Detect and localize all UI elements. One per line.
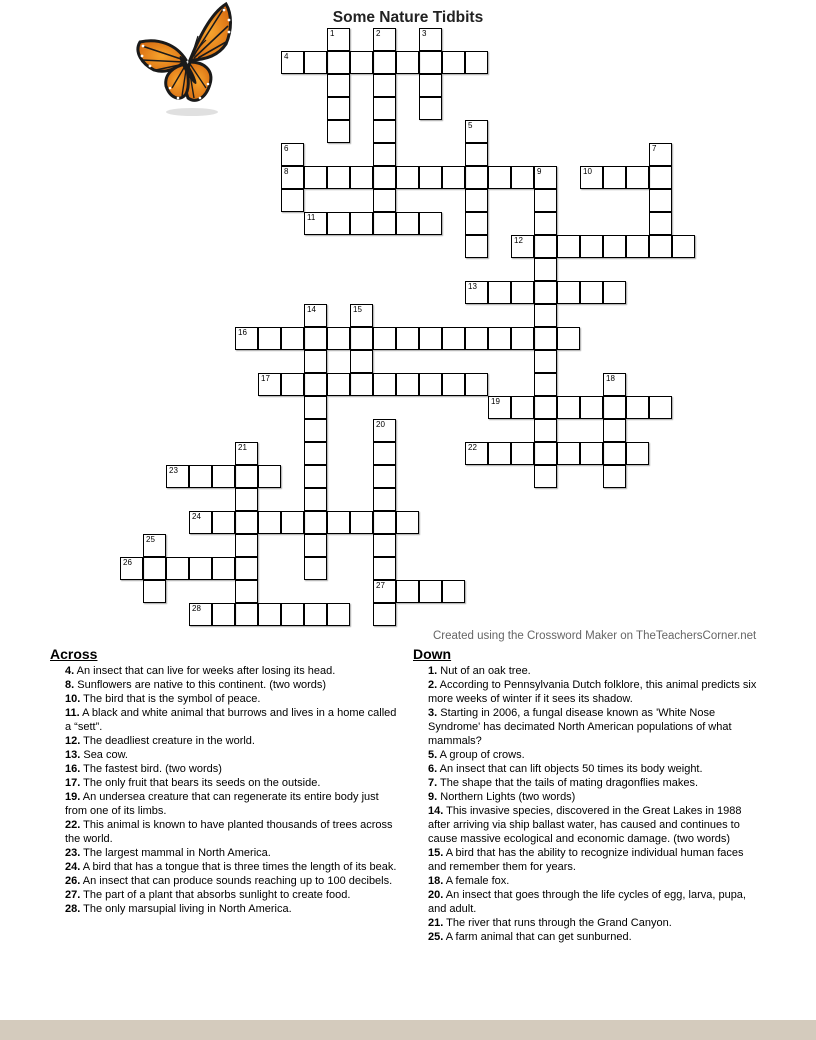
- grid-cell[interactable]: [350, 511, 373, 534]
- grid-cell[interactable]: [396, 511, 419, 534]
- clue-number-label: 16: [238, 328, 247, 337]
- grid-cell[interactable]: [327, 327, 350, 350]
- clue-number-label: 13: [468, 282, 477, 291]
- clue-number-label: 25: [146, 535, 155, 544]
- grid-cell[interactable]: [212, 511, 235, 534]
- grid-cell[interactable]: [304, 557, 327, 580]
- grid-cell[interactable]: [327, 97, 350, 120]
- grid-cell[interactable]: [419, 51, 442, 74]
- down-clue: [413, 804, 763, 846]
- grid-cell[interactable]: [373, 534, 396, 557]
- grid-cell[interactable]: [281, 51, 304, 74]
- grid-cell[interactable]: [373, 143, 396, 166]
- down-clue: [413, 706, 763, 748]
- across-clue: [50, 664, 398, 678]
- grid-cell[interactable]: [511, 281, 534, 304]
- clue-number: 23.: [65, 847, 81, 859]
- across-clue: [50, 706, 398, 734]
- grid-cell[interactable]: [488, 166, 511, 189]
- clue-number: 22.: [65, 819, 81, 831]
- across-clue: [50, 860, 398, 874]
- grid-cell[interactable]: [580, 235, 603, 258]
- grid-cell[interactable]: [419, 166, 442, 189]
- clue-text: The part of a plant that absorbs sunlight to create food.: [80, 889, 351, 901]
- down-clue: [413, 748, 763, 762]
- clue-number: 18.: [428, 875, 444, 887]
- clue-number-label: 28: [192, 604, 201, 613]
- grid-cell[interactable]: [327, 166, 350, 189]
- across-clue: [50, 888, 398, 902]
- grid-cell[interactable]: [304, 212, 327, 235]
- grid-cell[interactable]: [534, 350, 557, 373]
- grid-cell[interactable]: [235, 465, 258, 488]
- grid-cell[interactable]: [465, 189, 488, 212]
- clue-number: 1.: [428, 665, 438, 677]
- grid-cell[interactable]: [649, 396, 672, 419]
- grid-cell[interactable]: [373, 97, 396, 120]
- clue-number-label: 26: [123, 558, 132, 567]
- clue-text: A group of crows.: [437, 749, 525, 761]
- clue-text: The only marsupial living in North America.: [80, 903, 292, 915]
- grid-cell[interactable]: [396, 580, 419, 603]
- grid-cell[interactable]: [419, 327, 442, 350]
- clue-text: Sunflowers are native to this continent. (two words): [74, 679, 327, 691]
- clue-text: The fastest bird. (two words): [80, 763, 222, 775]
- grid-cell[interactable]: [166, 557, 189, 580]
- grid-cell[interactable]: [649, 143, 672, 166]
- clue-text: This animal is known to have planted thousands of trees across the world.: [65, 819, 393, 845]
- grid-cell[interactable]: [327, 511, 350, 534]
- grid-cell[interactable]: [304, 488, 327, 511]
- grid-cell[interactable]: [350, 350, 373, 373]
- grid-cell[interactable]: [603, 465, 626, 488]
- grid-cell[interactable]: [580, 442, 603, 465]
- clue-text: An insect that can live for weeks after losing its head.: [74, 665, 336, 677]
- grid-cell[interactable]: [235, 511, 258, 534]
- grid-cell[interactable]: [235, 327, 258, 350]
- grid-cell[interactable]: [534, 189, 557, 212]
- grid-cell[interactable]: [304, 465, 327, 488]
- down-clue: [413, 664, 763, 678]
- grid-cell[interactable]: [189, 465, 212, 488]
- grid-cell[interactable]: [465, 166, 488, 189]
- grid-cell[interactable]: [534, 419, 557, 442]
- grid-cell[interactable]: [235, 442, 258, 465]
- grid-cell[interactable]: [603, 419, 626, 442]
- across-clue: [50, 790, 398, 818]
- grid-cell[interactable]: [511, 442, 534, 465]
- clue-number-label: 8: [284, 167, 289, 176]
- credit-line: Created using the Crossword Maker on TheTeachersCorner.net: [433, 630, 757, 642]
- grid-cell[interactable]: [258, 603, 281, 626]
- grid-cell[interactable]: [557, 327, 580, 350]
- grid-cell[interactable]: [304, 350, 327, 373]
- clue-number-label: 24: [192, 512, 201, 521]
- down-clue: [413, 846, 763, 874]
- clue-number: 6.: [428, 763, 438, 775]
- grid-cell[interactable]: [373, 327, 396, 350]
- grid-cell[interactable]: [488, 281, 511, 304]
- clue-number: 15.: [428, 847, 444, 859]
- grid-cell[interactable]: [373, 419, 396, 442]
- grid-cell[interactable]: [281, 373, 304, 396]
- clue-number-label: 10: [583, 167, 592, 176]
- grid-cell[interactable]: [327, 74, 350, 97]
- grid-cell[interactable]: [534, 442, 557, 465]
- grid-cell[interactable]: [488, 396, 511, 419]
- grid-cell[interactable]: [327, 120, 350, 143]
- grid-cell[interactable]: [350, 212, 373, 235]
- clue-number-label: 21: [238, 443, 247, 452]
- clue-number-label: 6: [284, 144, 289, 153]
- grid-cell[interactable]: [442, 580, 465, 603]
- grid-cell[interactable]: [465, 235, 488, 258]
- grid-cell[interactable]: [143, 534, 166, 557]
- grid-cell[interactable]: [419, 580, 442, 603]
- clue-number: 24.: [65, 861, 81, 873]
- clue-number-label: 7: [652, 144, 657, 153]
- grid-cell[interactable]: [419, 74, 442, 97]
- clue-number-label: 2: [376, 29, 381, 38]
- grid-cell[interactable]: [304, 442, 327, 465]
- grid-cell[interactable]: [465, 212, 488, 235]
- clue-number: 20.: [428, 889, 444, 901]
- clue-number-label: 23: [169, 466, 178, 475]
- grid-cell[interactable]: [258, 511, 281, 534]
- grid-cell[interactable]: [281, 327, 304, 350]
- clue-text: An undersea creature that can regenerate its entire body just from one of its limbs.: [65, 791, 379, 817]
- grid-cell[interactable]: [281, 189, 304, 212]
- clue-number: 26.: [65, 875, 81, 887]
- grid-cell[interactable]: [373, 488, 396, 511]
- clue-text: Starting in 2006, a fungal disease known as 'White Nose Syndrome' has decimated North American populations of what mammals?: [428, 707, 732, 747]
- grid-cell[interactable]: [442, 166, 465, 189]
- clue-text: An insect that can produce sounds reaching up to 100 decibels.: [80, 875, 393, 887]
- puzzle-title: Some Nature Tidbits: [332, 9, 484, 26]
- clue-number-label: 14: [307, 305, 316, 314]
- grid-cell[interactable]: [327, 603, 350, 626]
- grid-cell[interactable]: [304, 166, 327, 189]
- grid-cell[interactable]: [603, 166, 626, 189]
- grid-cell[interactable]: [465, 143, 488, 166]
- grid-cell[interactable]: [281, 511, 304, 534]
- down-clues: [413, 646, 763, 944]
- grid-cell[interactable]: [580, 281, 603, 304]
- grid-cell[interactable]: [488, 327, 511, 350]
- grid-cell[interactable]: [350, 304, 373, 327]
- clue-number-label: 5: [468, 121, 473, 130]
- clue-text: The only fruit that bears its seeds on the outside.: [80, 777, 321, 789]
- clue-number-label: 1: [330, 29, 335, 38]
- grid-cell[interactable]: [189, 603, 212, 626]
- grid-cell[interactable]: [442, 51, 465, 74]
- clue-number: 12.: [65, 735, 81, 747]
- clue-text: A bird that has the ability to recognize individual human faces and remember them for years.: [428, 847, 744, 873]
- grid-cell[interactable]: [488, 442, 511, 465]
- grid-cell[interactable]: [603, 373, 626, 396]
- grid-cell[interactable]: [350, 166, 373, 189]
- monarch-butterfly-icon: [128, 0, 248, 120]
- grid-cell[interactable]: [534, 465, 557, 488]
- clue-number-label: 20: [376, 420, 385, 429]
- grid-cell[interactable]: [304, 304, 327, 327]
- clue-text: Northern Lights (two words): [437, 791, 576, 803]
- grid-cell[interactable]: [534, 166, 557, 189]
- grid-cell[interactable]: [534, 212, 557, 235]
- across-clue: [50, 776, 398, 790]
- grid-cell[interactable]: [626, 235, 649, 258]
- clue-text: A bird that has a tongue that is three times the length of its beak.: [80, 861, 397, 873]
- grid-cell[interactable]: [534, 304, 557, 327]
- grid-cell[interactable]: [304, 603, 327, 626]
- clue-text: An insect that goes through the life cycles of egg, larva, pupa, and adult.: [428, 889, 746, 915]
- grid-cell[interactable]: [603, 442, 626, 465]
- grid-cell[interactable]: [626, 166, 649, 189]
- clue-text: The deadliest creature in the world.: [80, 735, 255, 747]
- grid-cell[interactable]: [143, 580, 166, 603]
- grid-cell[interactable]: [373, 511, 396, 534]
- grid-cell[interactable]: [465, 51, 488, 74]
- down-clue-list: [413, 664, 763, 944]
- grid-cell[interactable]: [327, 212, 350, 235]
- clue-number-label: 4: [284, 52, 289, 61]
- grid-cell[interactable]: [465, 373, 488, 396]
- across-clue: [50, 762, 398, 776]
- clue-number-label: 27: [376, 581, 385, 590]
- grid-cell[interactable]: [304, 419, 327, 442]
- clue-text: The largest mammal in North America.: [80, 847, 271, 859]
- clue-text: This invasive species, discovered in the Great Lakes in 1988 after arriving via ship ballast water, has caused and continues to cause massive ecological and economic damage. (two words): [428, 805, 742, 845]
- clue-number: 7.: [428, 777, 438, 789]
- grid-cell[interactable]: [557, 442, 580, 465]
- clue-number: 19.: [65, 791, 81, 803]
- clue-number: 14.: [428, 805, 444, 817]
- grid-cell[interactable]: [373, 166, 396, 189]
- grid-cell[interactable]: [373, 603, 396, 626]
- grid-cell[interactable]: [465, 442, 488, 465]
- grid-cell[interactable]: [649, 166, 672, 189]
- down-clue: [413, 790, 763, 804]
- clue-number: 9.: [428, 791, 438, 803]
- grid-cell[interactable]: [557, 396, 580, 419]
- grid-cell[interactable]: [465, 120, 488, 143]
- grid-cell[interactable]: [304, 511, 327, 534]
- grid-cell[interactable]: [281, 143, 304, 166]
- footer-bar: [0, 1020, 816, 1040]
- clue-number: 16.: [65, 763, 81, 775]
- grid-cell[interactable]: [373, 120, 396, 143]
- grid-cell[interactable]: [534, 327, 557, 350]
- grid-cell[interactable]: [419, 373, 442, 396]
- grid-cell[interactable]: [511, 235, 534, 258]
- grid-cell[interactable]: [603, 281, 626, 304]
- grid-cell[interactable]: [396, 166, 419, 189]
- grid-cell[interactable]: [534, 281, 557, 304]
- across-clue: [50, 748, 398, 762]
- grid-cell[interactable]: [442, 327, 465, 350]
- grid-cell[interactable]: [534, 373, 557, 396]
- grid-cell[interactable]: [396, 51, 419, 74]
- clue-number-label: 3: [422, 29, 427, 38]
- grid-cell[interactable]: [649, 235, 672, 258]
- across-clue: [50, 678, 398, 692]
- grid-cell[interactable]: [212, 603, 235, 626]
- grid-cell[interactable]: [419, 28, 442, 51]
- clue-text: The river that runs through the Grand Canyon.: [443, 917, 672, 929]
- grid-cell[interactable]: [327, 51, 350, 74]
- clue-number: 25.: [428, 931, 444, 943]
- grid-cell[interactable]: [281, 166, 304, 189]
- grid-cell[interactable]: [603, 396, 626, 419]
- across-clue: [50, 734, 398, 748]
- down-heading: Down: [413, 646, 452, 662]
- grid-cell[interactable]: [235, 488, 258, 511]
- grid-cell[interactable]: [189, 557, 212, 580]
- clue-number: 13.: [65, 749, 81, 761]
- down-clue: [413, 678, 763, 706]
- clue-text: Nut of an oak tree.: [437, 665, 531, 677]
- clue-text: Sea cow.: [80, 749, 128, 761]
- down-clue: [413, 888, 763, 916]
- grid-cell[interactable]: [419, 97, 442, 120]
- grid-cell[interactable]: [442, 373, 465, 396]
- grid-cell[interactable]: [396, 327, 419, 350]
- grid-cell[interactable]: [350, 373, 373, 396]
- grid-cell[interactable]: [396, 212, 419, 235]
- across-clue: [50, 874, 398, 888]
- down-clue: [413, 762, 763, 776]
- grid-cell[interactable]: [235, 557, 258, 580]
- grid-cell[interactable]: [258, 373, 281, 396]
- across-clue: [50, 692, 398, 706]
- across-clues: [50, 646, 398, 916]
- grid-cell[interactable]: [235, 580, 258, 603]
- grid-cell[interactable]: [350, 327, 373, 350]
- grid-cell[interactable]: [557, 235, 580, 258]
- down-clue: [413, 776, 763, 790]
- grid-cell[interactable]: [419, 212, 442, 235]
- clue-number-label: 17: [261, 374, 270, 383]
- clue-number-label: 12: [514, 236, 523, 245]
- across-clue: [50, 818, 398, 846]
- clue-text: According to Pennsylvania Dutch folklore, this animal predicts six more weeks of winter if it sees its shadow.: [428, 679, 757, 705]
- grid-cell[interactable]: [534, 258, 557, 281]
- clue-text: A farm animal that can get sunburned.: [443, 931, 632, 943]
- clue-number: 3.: [428, 707, 438, 719]
- across-clue-list: [50, 664, 398, 916]
- clue-text: The shape that the tails of mating dragonflies makes.: [437, 777, 699, 789]
- grid-cell[interactable]: [189, 511, 212, 534]
- grid-cell[interactable]: [350, 51, 373, 74]
- clue-number-label: 18: [606, 374, 615, 383]
- grid-cell[interactable]: [557, 281, 580, 304]
- grid-cell[interactable]: [580, 396, 603, 419]
- clue-number: 27.: [65, 889, 81, 901]
- grid-cell[interactable]: [373, 74, 396, 97]
- clue-text: The bird that is the symbol of peace.: [80, 693, 261, 705]
- grid-cell[interactable]: [304, 373, 327, 396]
- clue-number: 2.: [428, 679, 438, 691]
- grid-cell[interactable]: [603, 235, 626, 258]
- grid-cell[interactable]: [511, 327, 534, 350]
- grid-cell[interactable]: [281, 603, 304, 626]
- grid-cell[interactable]: [212, 465, 235, 488]
- grid-cell[interactable]: [373, 373, 396, 396]
- grid-cell[interactable]: [304, 327, 327, 350]
- clue-text: A black and white animal that burrows and lives in a home called a “sett”.: [65, 707, 397, 733]
- grid-cell[interactable]: [672, 235, 695, 258]
- grid-cell[interactable]: [235, 603, 258, 626]
- grid-cell[interactable]: [304, 51, 327, 74]
- grid-cell[interactable]: [327, 28, 350, 51]
- grid-cell[interactable]: [373, 580, 396, 603]
- grid-cell[interactable]: [626, 442, 649, 465]
- grid-cell[interactable]: [626, 396, 649, 419]
- clue-number-label: 15: [353, 305, 362, 314]
- grid-cell[interactable]: [534, 396, 557, 419]
- clue-number: 8.: [65, 679, 75, 691]
- clue-number: 10.: [65, 693, 81, 705]
- grid-cell[interactable]: [120, 557, 143, 580]
- grid-cell[interactable]: [304, 534, 327, 557]
- grid-cell[interactable]: [212, 557, 235, 580]
- grid-cell[interactable]: [304, 396, 327, 419]
- grid-cell[interactable]: [511, 396, 534, 419]
- grid-cell[interactable]: [511, 166, 534, 189]
- clue-number-label: 11: [307, 213, 316, 222]
- clue-number-label: 19: [491, 397, 500, 406]
- across-clue: [50, 902, 398, 916]
- grid-cell[interactable]: [373, 442, 396, 465]
- down-clue: [413, 874, 763, 888]
- clue-number-label: 22: [468, 443, 477, 452]
- grid-cell[interactable]: [373, 51, 396, 74]
- grid-cell[interactable]: [649, 212, 672, 235]
- clue-text: A female fox.: [443, 875, 510, 887]
- clue-text: An insect that can lift objects 50 times its body weight.: [437, 763, 703, 775]
- grid-cell[interactable]: [373, 557, 396, 580]
- grid-cell[interactable]: [396, 373, 419, 396]
- clue-number: 5.: [428, 749, 438, 761]
- grid-cell[interactable]: [465, 281, 488, 304]
- grid-cell[interactable]: [580, 166, 603, 189]
- grid-cell[interactable]: [327, 373, 350, 396]
- grid-cell[interactable]: [373, 28, 396, 51]
- grid-cell[interactable]: [373, 212, 396, 235]
- across-clue: [50, 846, 398, 860]
- clue-number: 21.: [428, 917, 444, 929]
- grid-cell[interactable]: [258, 327, 281, 350]
- down-clue: [413, 930, 763, 944]
- clue-number: 11.: [65, 707, 80, 719]
- grid-cell[interactable]: [258, 465, 281, 488]
- grid-cell[interactable]: [166, 465, 189, 488]
- grid-cell[interactable]: [465, 327, 488, 350]
- clue-number-label: 9: [537, 167, 542, 176]
- down-clue: [413, 916, 763, 930]
- grid-cell[interactable]: [143, 557, 166, 580]
- across-heading: Across: [50, 646, 98, 662]
- clue-number: 17.: [65, 777, 81, 789]
- grid-cell[interactable]: [534, 235, 557, 258]
- grid-cell[interactable]: [649, 189, 672, 212]
- grid-cell[interactable]: [235, 534, 258, 557]
- grid-cell[interactable]: [373, 465, 396, 488]
- grid-cell[interactable]: [373, 189, 396, 212]
- clue-number: 4.: [65, 665, 75, 677]
- clue-number: 28.: [65, 903, 81, 915]
